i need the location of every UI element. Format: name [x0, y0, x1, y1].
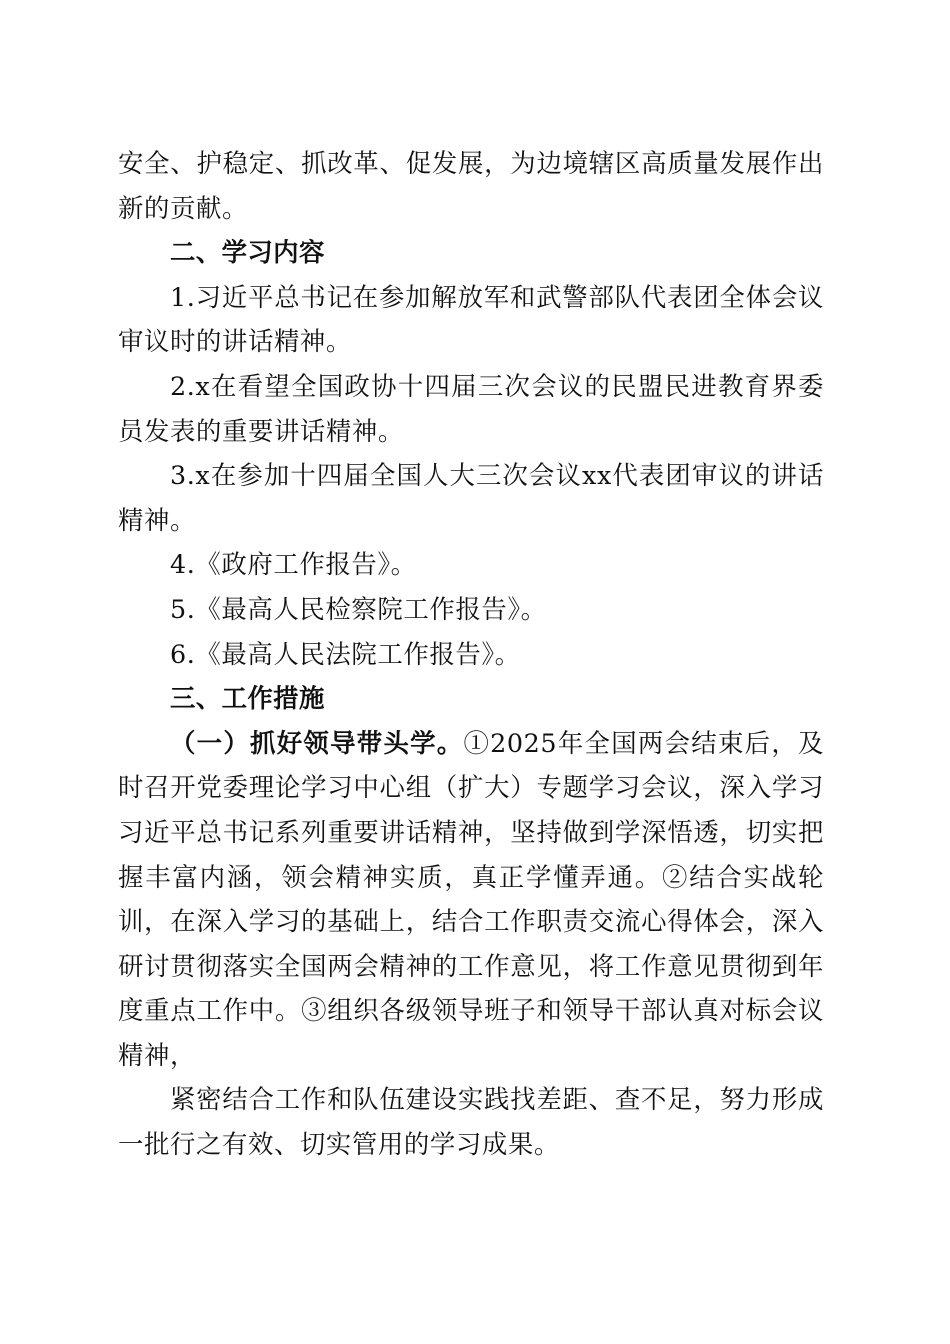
study-item-4: 4.《政府工作报告》。	[170, 549, 417, 580]
section-heading-study-content: 二、学习内容	[170, 237, 325, 268]
measure-1-lead: （一）抓好领导带头学。	[170, 727, 464, 758]
measure-1-body: ①2025年全国两会结束后，及时召开党委理论学习中心组（扩大）专题学习会议，深入学习习近平总书记系列重要讲话精神，坚持做到学深悟透，切实把握丰富内涵，领会精神实质，真正学懂弄通。②结合实战轮训，在深入学习的基础上，结合工作职责交流心得体会，深入研讨贯彻落实全国两会精神的工作意见，将工作意见贯彻到年度重点工作中。③组织各级领导班子和领导干部认真对标会议精神，	[118, 727, 824, 1070]
study-item-1: 1.习近平总书记在参加解放军和武警部队代表团全体会议审议时的讲话精神。	[118, 281, 824, 357]
section-heading-work-measures: 三、工作措施	[170, 683, 325, 714]
study-item-3: 3.x在参加十四届全国人大三次会议xx代表团审议的讲话精神。	[118, 460, 824, 535]
study-item-2: 2.x在看望全国政协十四届三次会议的民盟民进教育界委员发表的重要讲话精神。	[118, 370, 824, 446]
measure-1-continuation: 紧密结合工作和队伍建设实践找差距、查不足，努力形成一批行之有效、切实管用的学习成果。	[118, 1084, 824, 1160]
measure-1-paragraph	[118, 721, 824, 1078]
intro-continuation-paragraph: 安全、护稳定、抓改革、促发展，为边境辖区高质量发展作出新的贡献。	[118, 148, 824, 223]
study-item-6: 6.《最高人民法院工作报告》。	[170, 638, 521, 669]
study-item-5: 5.《最高人民检察院工作报告》。	[170, 593, 547, 624]
document-page	[118, 141, 824, 1167]
